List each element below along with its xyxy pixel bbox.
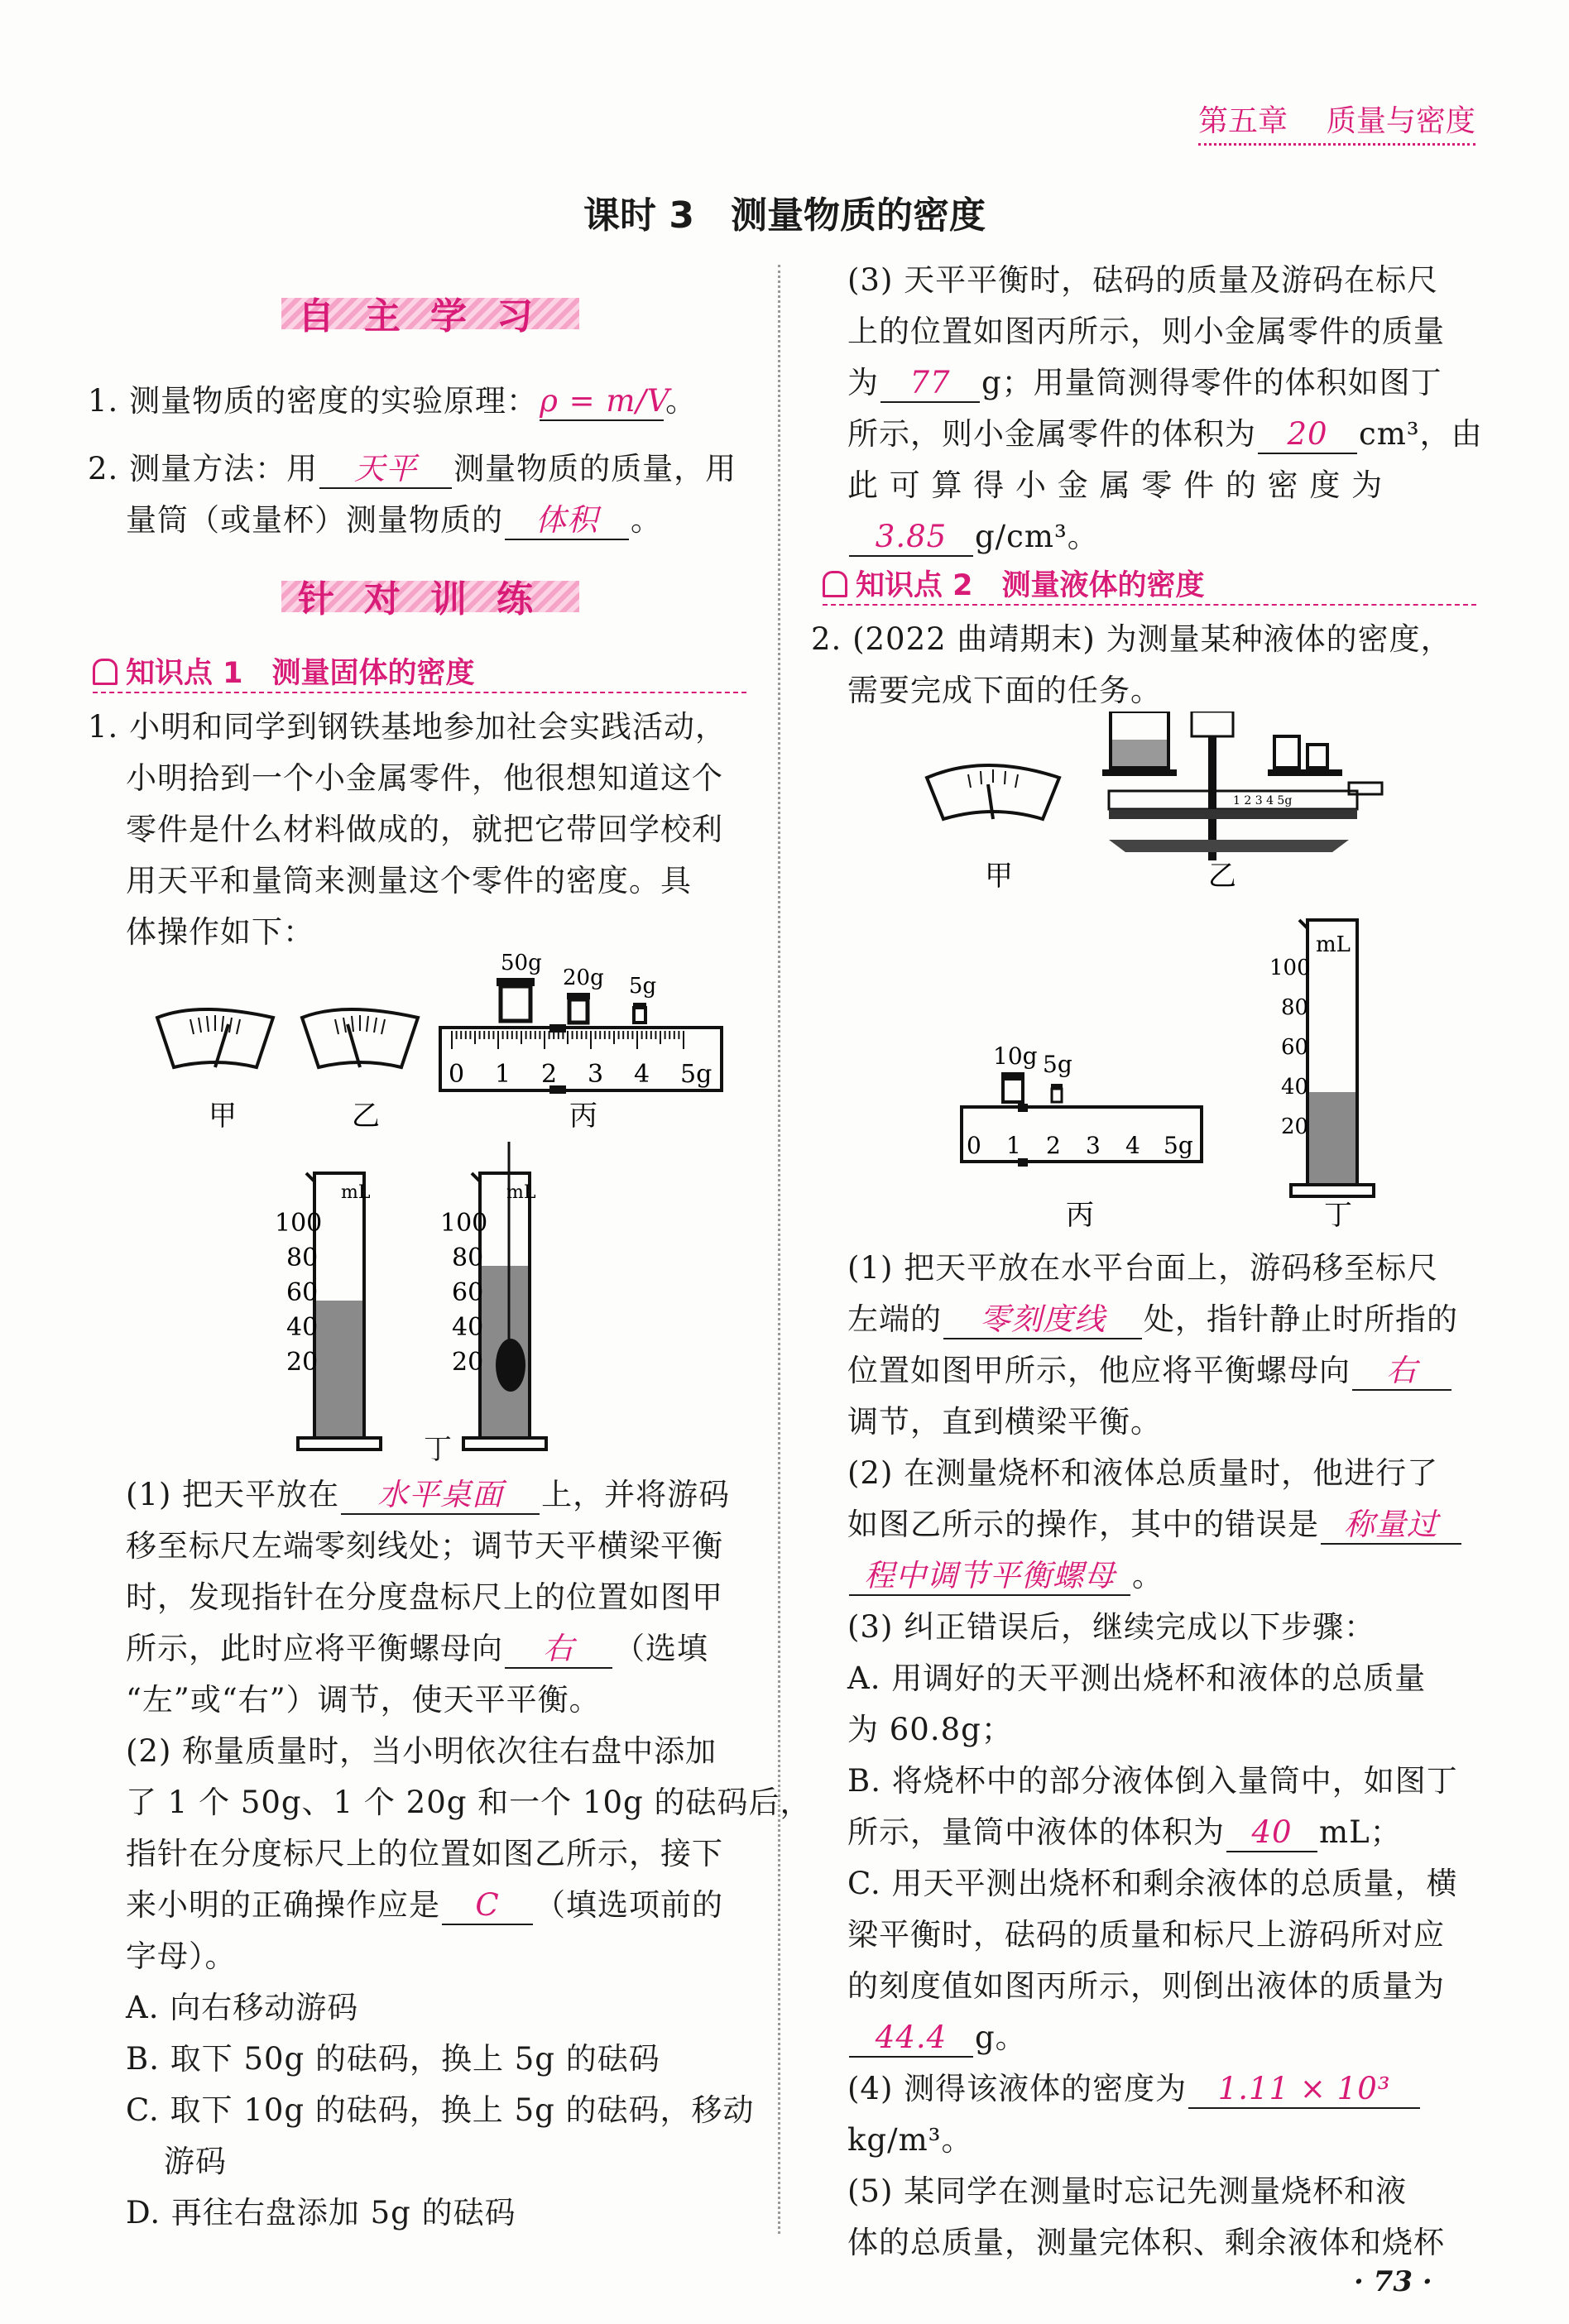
- scale-labels-2: [967, 1132, 1193, 1159]
- svg-text:20: 20: [1281, 1114, 1309, 1139]
- answer-principle: ρ = m/V: [540, 383, 664, 421]
- rq2-stepC-4: 44.4 g。: [847, 2014, 1027, 2062]
- lq1-p2-line5: 字母）。: [126, 1938, 237, 1974]
- rq2-p5-line2: 体的总质量，测量完体积、剩余液体和烧杯: [847, 2225, 1445, 2260]
- svg-text:20: 20: [286, 1348, 319, 1377]
- svg-text:100: 100: [275, 1209, 323, 1238]
- rq2-p1-line1: (1) 把天平放在水平台面上，游码移至标尺: [847, 1250, 1439, 1286]
- answer-right-2: 右: [1352, 1353, 1451, 1391]
- right-figures: [919, 712, 1490, 1241]
- rq2-p1-line2: 左端的 零刻度线 处，指针静止时所指的: [847, 1296, 1458, 1344]
- weight-5g-label: 5g: [629, 974, 657, 999]
- label-jia: 甲: [209, 1100, 237, 1133]
- answer-balance: 天平: [319, 451, 452, 489]
- rq2-p2-line2: 如图乙所示的操作，其中的错误是 称量过: [847, 1501, 1463, 1549]
- rq2-p1-line4: 调节，直到横梁平衡。: [847, 1404, 1162, 1440]
- svg-text:2: 2: [541, 1060, 558, 1089]
- page-number: · 73 ·: [1354, 2265, 1432, 2298]
- svg-text:1: 1: [495, 1060, 511, 1089]
- svg-text:0: 0: [449, 1060, 465, 1089]
- answer-horizontal-table: 水平桌面: [341, 1477, 540, 1515]
- rq1-line1: (3) 天平平衡时，砝码的质量及游码在标尺: [847, 262, 1439, 298]
- svg-text:5g: 5g: [1164, 1132, 1193, 1159]
- knowledge-point-2: 知识点 2 测量液体的密度: [823, 563, 1476, 606]
- q1-principle: 1. 测量物质的密度的实验原理：ρ = m/V。: [88, 377, 697, 425]
- lq1-line: 用天平和量筒来测量这个零件的密度。具: [126, 863, 692, 898]
- rq2-stepA-2: 为 60.8g；: [847, 1712, 1013, 1747]
- label-yi-2: 乙: [1208, 860, 1236, 893]
- label-ding-left: 丁: [424, 1433, 452, 1466]
- svg-text:4: 4: [634, 1060, 650, 1089]
- option-B: B. 取下 50g 的砝码，换上 5g 的砝码: [126, 2041, 660, 2077]
- lq1-p1-line4: 所示，此时应将平衡螺母向 右 （选填: [126, 1625, 708, 1673]
- lq1-p2-line1: (2) 称量质量时，当小明依次往右盘中添加: [126, 1733, 717, 1769]
- rq2-p2-line1: (2) 在测量烧杯和液体总质量时，他进行了: [847, 1455, 1439, 1491]
- svg-text:60: 60: [286, 1278, 319, 1307]
- svg-text:3: 3: [588, 1060, 604, 1089]
- rq1-line2: 上的位置如图丙所示，则小金属零件的质量: [847, 314, 1445, 349]
- cylinder-left: [275, 1173, 381, 1450]
- option-C: C. 取下 10g 的砝码，换上 5g 的砝码，移动: [126, 2092, 755, 2128]
- left-figures: [149, 951, 745, 1464]
- rq2-line2: 需要完成下面的任务。: [847, 673, 1162, 708]
- svg-text:80: 80: [1281, 995, 1309, 1020]
- section-self-study: 自主学习: [281, 291, 579, 329]
- weight-10g-label: 10g: [993, 1042, 1038, 1070]
- bell-icon: [93, 659, 118, 685]
- option-D: D. 再往右盘添加 5g 的砝码: [126, 2195, 516, 2231]
- svg-text:mL: mL: [341, 1182, 371, 1203]
- svg-text:100: 100: [440, 1209, 488, 1238]
- scale-labels: [449, 1060, 712, 1089]
- rq2-line1: 2. (2022 曲靖期末) 为测量某种液体的密度，: [811, 621, 1452, 657]
- svg-text:2: 2: [1046, 1132, 1061, 1159]
- svg-text:80: 80: [286, 1243, 319, 1272]
- lq1-p1-line2: 移至标尺左端零刻线处；调节天平横梁平衡: [126, 1528, 723, 1564]
- svg-text:1 2 3 4 5g: 1 2 3 4 5g: [1233, 794, 1293, 807]
- lq1-line: 零件是什么材料做成的，就把它带回学校利: [126, 812, 723, 847]
- svg-text:60: 60: [1281, 1035, 1309, 1060]
- label-bing: 丙: [569, 1100, 597, 1133]
- svg-text:3: 3: [1086, 1132, 1101, 1159]
- svg-text:80: 80: [452, 1243, 484, 1272]
- rq2-p4: (4) 测得该液体的密度为 1.11 × 10³: [847, 2065, 1422, 2113]
- dial-yi: [302, 1009, 418, 1067]
- label-ding-2: 丁: [1324, 1199, 1352, 1232]
- chapter-number: 第五章: [1198, 104, 1288, 138]
- rq2-p5-line1: (5) 某同学在测量时忘记先测量烧杯和液: [847, 2173, 1408, 2209]
- answer-volume-20: 20: [1258, 416, 1357, 454]
- rq2-stepB-1: B. 将烧杯中的部分液体倒入量筒中，如图丁: [847, 1763, 1458, 1799]
- knowledge-point-1: 知识点 1 测量固体的密度: [93, 650, 746, 693]
- chapter-header: [1198, 98, 1475, 146]
- column-divider: [778, 265, 780, 2234]
- svg-text:1: 1: [1006, 1132, 1021, 1159]
- rq2-p1-line3: 位置如图甲所示，他应将平衡螺母向 右: [847, 1347, 1453, 1395]
- svg-text:100: 100: [1269, 956, 1311, 980]
- label-yi: 乙: [352, 1100, 380, 1133]
- svg-text:mL: mL: [506, 1182, 536, 1203]
- q2-method-line2: 量筒（或量杯）测量物质的 体积 。: [126, 496, 662, 544]
- rq2-stepC-2: 梁平衡时，砝码的质量和标尺上游码所对应: [847, 1917, 1445, 1953]
- rq2-stepB-2: 所示，量筒中液体的体积为 40 mL；: [847, 1809, 1402, 1857]
- svg-text:20: 20: [452, 1348, 484, 1377]
- answer-40ml: 40: [1226, 1814, 1317, 1852]
- rq2-p3: (3) 纠正错误后，继续完成以下步骤：: [847, 1609, 1376, 1645]
- lq1-line: 小明拾到一个小金属零件，他很想知道这个: [126, 760, 723, 796]
- rq2-stepC-1: C. 用天平测出烧杯和剩余液体的总质量，横: [847, 1866, 1458, 1901]
- answer-44.4: 44.4: [849, 2020, 973, 2058]
- weight-50g-label: 50g: [501, 951, 542, 975]
- svg-text:5g: 5g: [680, 1060, 713, 1089]
- chapter-title: 质量与密度: [1326, 104, 1475, 138]
- svg-text:40: 40: [286, 1313, 319, 1342]
- option-A: A. 向右移动游码: [126, 1990, 359, 2025]
- answer-density-3.85: 3.85: [849, 519, 973, 557]
- answer-right: 右: [505, 1631, 612, 1669]
- lq1-p1-line3: 时，发现指针在分度盘标尺上的位置如图甲: [126, 1579, 723, 1615]
- lq1-line: 体操作如下：: [126, 914, 314, 950]
- answer-density-liquid: 1.11 × 10³: [1188, 2071, 1420, 2109]
- lq1-p2-line4: 来小明的正确操作应是 C （填选项前的: [126, 1881, 723, 1929]
- option-C-cont: 游码: [164, 2144, 227, 2179]
- answer-volume: 体积: [505, 502, 629, 540]
- lq1-p2-line3: 指针在分度标尺上的位置如图乙所示，接下: [126, 1836, 723, 1871]
- rq2-stepC-3: 的刻度值如图丙所示，则倒出液体的质量为: [847, 1968, 1445, 2004]
- lq1-line: 1. 小明和同学到钢铁基地参加社会实践活动，: [88, 709, 727, 745]
- answer-zero-line: 零刻度线: [943, 1301, 1142, 1339]
- cylinder-right: [440, 1142, 546, 1450]
- section-training: 针对训练: [281, 574, 579, 612]
- svg-text:40: 40: [1281, 1075, 1309, 1100]
- page-title: 课时 3 测量物质的密度: [583, 194, 986, 237]
- weight-5g-label-2: 5g: [1043, 1051, 1072, 1078]
- svg-text:mL: mL: [1316, 932, 1351, 957]
- rq1-line4: 所示，则小金属零件的体积为 20 cm³，由: [847, 410, 1483, 458]
- weight-20g-label: 20g: [563, 966, 604, 990]
- balance-yi: [1102, 712, 1382, 860]
- answer-error-part1: 称量过: [1321, 1507, 1461, 1545]
- bell-icon: [823, 571, 847, 597]
- rq2-p4-unit: kg/m³。: [847, 2122, 973, 2158]
- label-bing-2: 丙: [1066, 1199, 1094, 1232]
- cylinder-ding: [1269, 920, 1374, 1196]
- answer-C: C: [442, 1887, 533, 1925]
- answer-mass-77: 77: [880, 365, 980, 403]
- lq1-p1-line1: (1) 把天平放在 水平桌面 上，并将游码: [126, 1471, 730, 1519]
- svg-text:4: 4: [1125, 1132, 1140, 1159]
- rq1-line3: 为 77 g；用量筒测得零件的体积如图丁: [847, 359, 1442, 407]
- dial-jia: [157, 1009, 273, 1067]
- q2-method-line1: 2. 测量方法：用 天平 测量物质的质量，用: [88, 445, 737, 493]
- svg-text:60: 60: [452, 1278, 484, 1307]
- rq1-line6: 3.85 g/cm³。: [847, 513, 1099, 561]
- lq1-p1-line5: “左”或“右”）调节，使天平平衡。: [126, 1682, 601, 1718]
- dial-jia-2: [927, 765, 1059, 819]
- label-jia-2: 甲: [985, 860, 1013, 893]
- rq2-p2-line3: 程中调节平衡螺母 。: [847, 1552, 1164, 1600]
- lq1-p2-line2: 了 1 个 50g、1 个 20g 和一个 10g 的砝码后，: [126, 1785, 812, 1820]
- answer-error-part2: 程中调节平衡螺母: [849, 1558, 1130, 1596]
- rq1-line5: 此 可 算 得 小 金 属 零 件 的 密 度 为: [847, 467, 1384, 503]
- svg-text:40: 40: [452, 1313, 484, 1342]
- rq2-stepA-1: A. 用调好的天平测出烧杯和液体的总质量: [847, 1660, 1427, 1696]
- svg-text:0: 0: [967, 1132, 981, 1159]
